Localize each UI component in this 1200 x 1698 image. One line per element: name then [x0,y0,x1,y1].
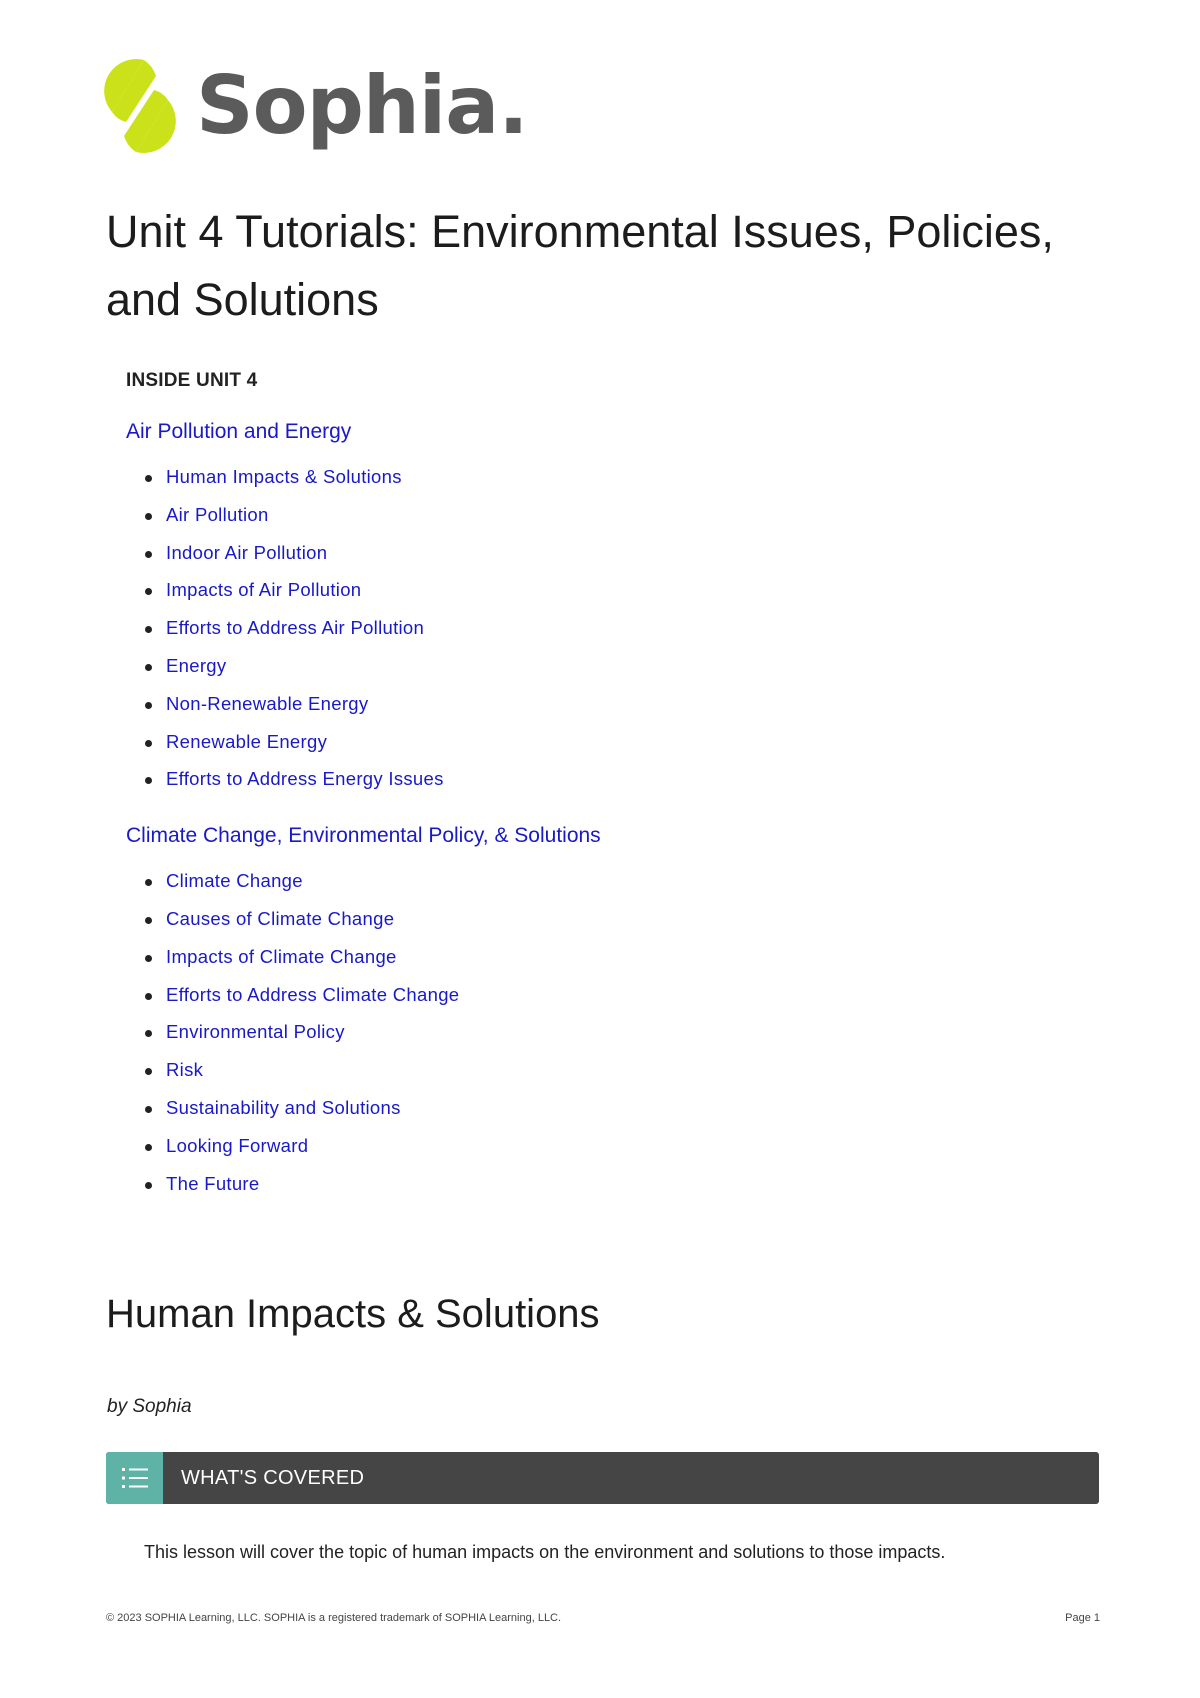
toc-item-link[interactable]: Impacts of Air Pollution [166,579,362,601]
list-item [126,944,1086,982]
toc-heading: INSIDE UNIT 4 [126,370,258,391]
whats-covered-banner [106,1452,1099,1504]
toc-item-link[interactable]: Efforts to Address Energy Issues [166,768,444,790]
toc-item-link[interactable]: Sustainability and Solutions [166,1096,401,1118]
toc-section-list [126,868,1086,1208]
byline: by Sophia [107,1396,192,1417]
toc-item-link[interactable]: Causes of Climate Change [166,907,395,929]
toc-item-link[interactable]: Air Pollution [166,503,269,525]
list-item [126,868,1086,906]
toc-item-link[interactable]: Human Impacts & Solutions [166,466,402,487]
sophia-logo [104,56,528,156]
list-item [126,1057,1086,1095]
list-item [126,766,1086,804]
toc-item-link[interactable]: Efforts to Address Air Pollution [166,617,425,639]
footer-copyright: © 2023 SOPHIA Learning, LLC. SOPHIA is a registered trademark of SOPHIA Learning, LLC. [106,1612,562,1624]
list-item [126,653,1086,691]
list-item [126,906,1086,944]
page-number: Page 1 [1065,1612,1100,1624]
toc-item-link[interactable]: Climate Change [166,870,303,892]
table-of-contents [126,370,1086,1208]
list-item [126,540,1086,578]
toc-item-link[interactable]: Renewable Energy [166,730,328,752]
list-item [126,615,1086,653]
toc-section-list [126,464,1086,804]
list-item [126,729,1086,767]
toc-item-link[interactable]: Indoor Air Pollution [166,541,328,563]
list-item [126,982,1086,1020]
list-icon [106,1452,163,1504]
list-item [126,464,1086,502]
toc-item-link[interactable]: Efforts to Address Climate Change [166,983,460,1005]
list-item [126,1133,1086,1171]
list-item [126,1095,1086,1133]
toc-item-link[interactable]: Environmental Policy [166,1021,345,1043]
toc-item-link[interactable]: Non-Renewable Energy [166,692,369,714]
toc-section-link[interactable]: Climate Change, Environmental Policy, & Solutions [126,824,601,848]
sophia-logo-icon [104,56,176,156]
toc-item-link[interactable]: Energy [166,654,227,676]
list-item [126,502,1086,540]
toc-section-link[interactable]: Air Pollution and Energy [126,420,352,443]
list-item [126,1171,1086,1209]
toc-item-link[interactable]: Looking Forward [166,1134,309,1156]
toc-item-link[interactable]: Risk [166,1059,204,1081]
list-item [126,577,1086,615]
list-item [126,1019,1086,1057]
toc-item-link[interactable]: Impacts of Climate Change [166,945,397,967]
lesson-title: Human Impacts & Solutions [106,1292,600,1336]
sophia-wordmark: Sophia. [196,59,528,152]
lesson-summary: This lesson will cover the topic of human impacts on the environment and solutions to those impacts. [144,1542,946,1562]
list-item [126,691,1086,729]
unit-title: Unit 4 Tutorials: Environmental Issues, Policies, and Solutions [106,206,1054,325]
whats-covered-label: WHAT'S COVERED [181,1466,365,1489]
toc-item-link[interactable]: The Future [166,1172,260,1194]
